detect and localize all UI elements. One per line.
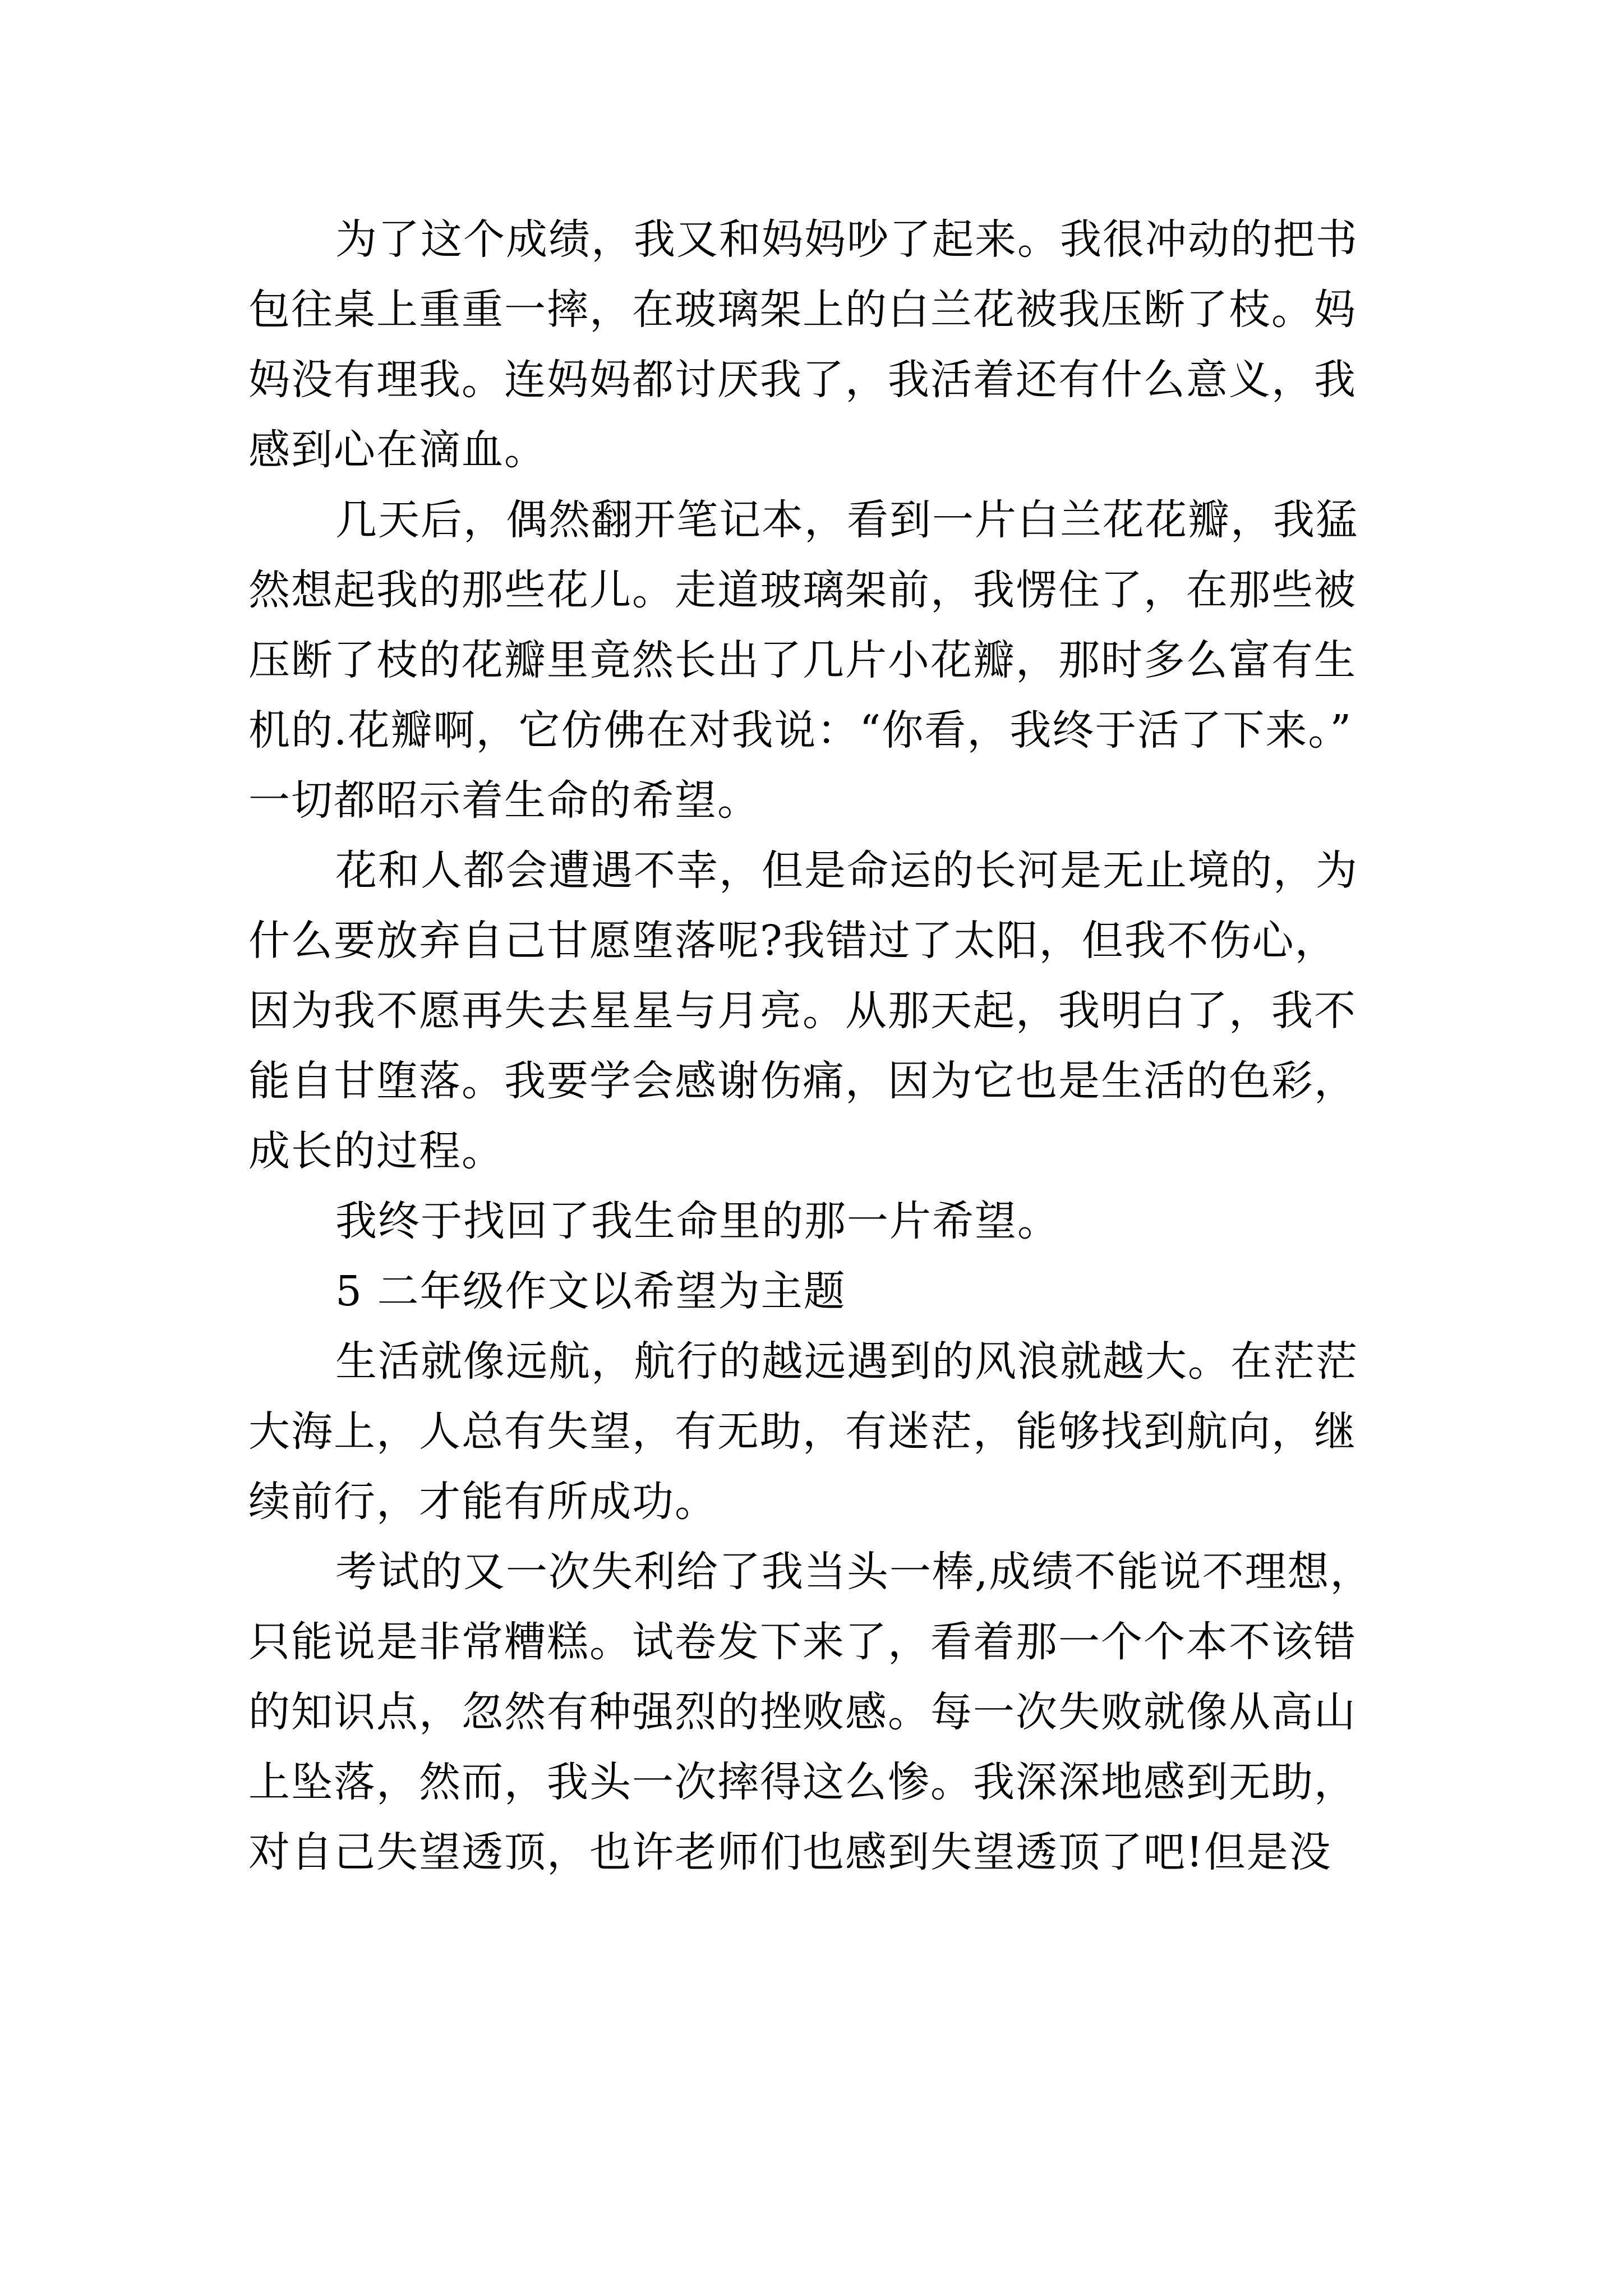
text-line: 上坠落，然而，我头一次摔得这么惨。我深深地感到无助， [248, 1758, 1357, 1806]
text-line: 我终于找回了我生命里的那一片希望。 [335, 1197, 1060, 1245]
text-line: 大海上，人总有失望，有无助，有迷茫，能够找到航向，继 [248, 1407, 1357, 1456]
text-line: 续前行，才能有所成功。 [248, 1478, 717, 1526]
text-line: 感到心在滴血。 [248, 426, 547, 474]
text-line: 包往桌上重重一摔，在玻璃架上的白兰花被我压断了枝。妈 [248, 286, 1357, 334]
text-line: 成长的过程。 [248, 1127, 504, 1175]
text-line: 生活就像远航，航行的越远遇到的风浪就越大。在茫茫 [335, 1337, 1358, 1386]
text-line: 因为我不愿再失去星星与月亮。从那天起，我明白了，我不 [248, 987, 1357, 1035]
text-line: 对自己失望透顶，也许老师们也感到失望透顶了吧!但是没 [248, 1828, 1332, 1876]
text-line: 机的.花瓣啊，它仿佛在对我说：“你看，我终于活了下来。” [248, 706, 1353, 754]
text-line: 压断了枝的花瓣里竟然长出了几片小花瓣，那时多么富有生 [248, 636, 1357, 684]
text-line: 然想起我的那些花儿。走道玻璃架前，我愣住了，在那些被 [248, 566, 1357, 614]
text-line: 妈没有理我。连妈妈都讨厌我了，我活着还有什么意义，我 [248, 356, 1357, 404]
text-line: 什么要放弃自己甘愿堕落呢?我错过了太阳，但我不伤心， [248, 917, 1338, 965]
document-page [248, 205, 1387, 1888]
text-line: 为了这个成绩，我又和妈妈吵了起来。我很冲动的把书 [335, 215, 1358, 264]
text-line: 能自甘堕落。我要学会感谢伤痛，因为它也是生活的色彩， [248, 1057, 1357, 1105]
text-line: 5 二年级作文以希望为主题 [335, 1267, 846, 1315]
text-line: 一切都昭示着生命的希望。 [248, 776, 760, 825]
text-line: 的知识点，忽然有种强烈的挫败感。每一次失败就像从高山 [248, 1688, 1357, 1736]
text-line: 考试的又一次失利给了我当头一棒,成绩不能说不理想， [335, 1548, 1373, 1596]
text-line: 几天后，偶然翻开笔记本，看到一片白兰花花瓣，我猛 [335, 496, 1358, 544]
text-line: 花和人都会遭遇不幸，但是命运的长河是无止境的，为 [335, 846, 1358, 895]
text-line: 只能说是非常糟糕。试卷发下来了，看着那一个个本不该错 [248, 1618, 1357, 1666]
